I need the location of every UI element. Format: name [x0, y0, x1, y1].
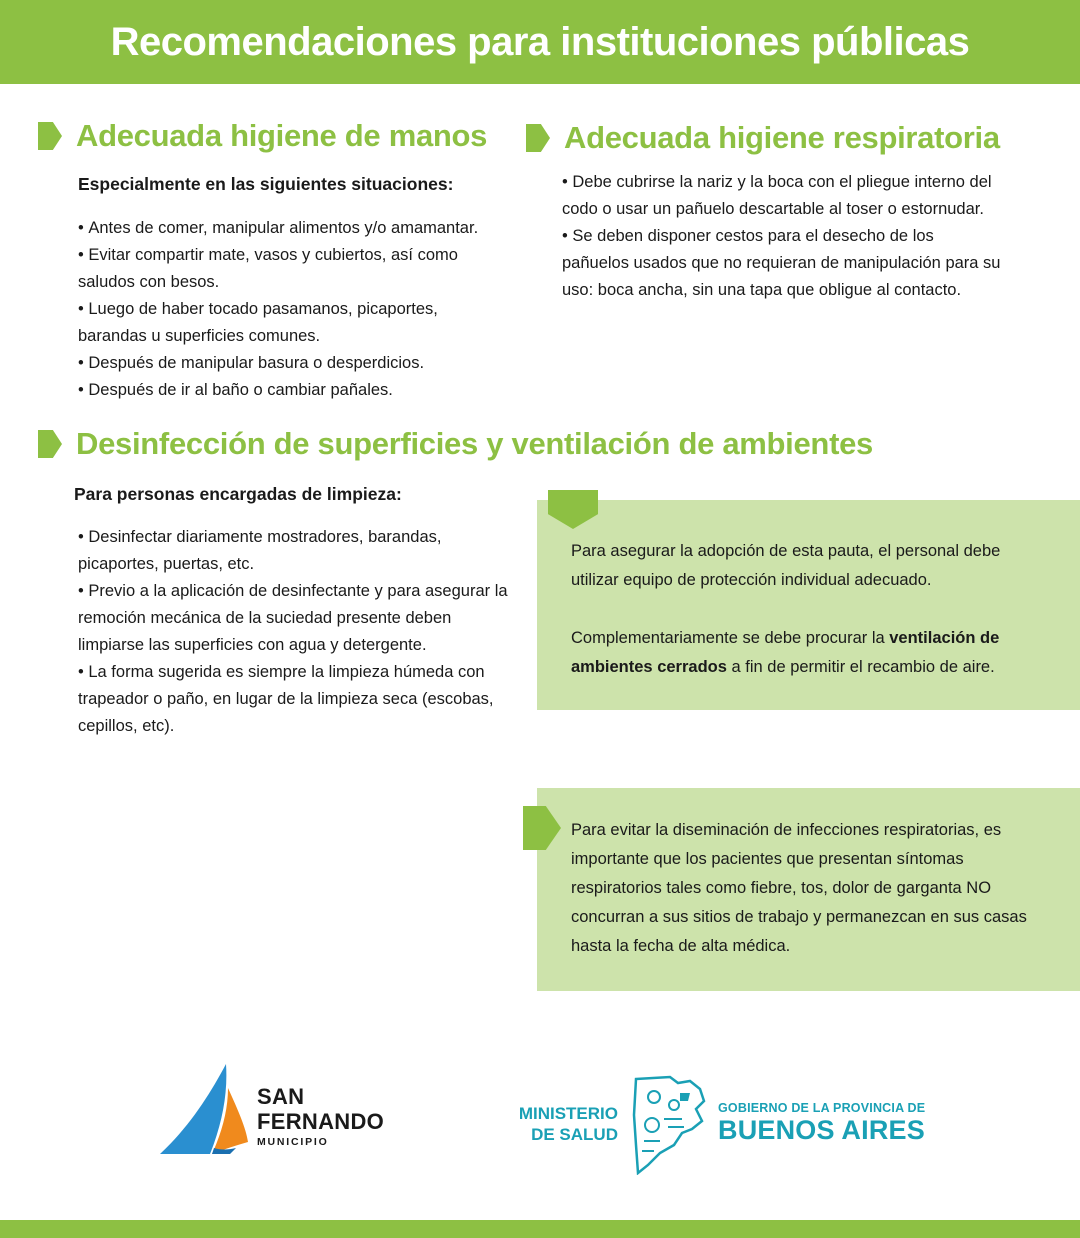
page-title: Recomendaciones para instituciones públicas — [110, 19, 970, 64]
san-fernando-wordmark — [257, 1084, 384, 1148]
buenos-aires-logo — [508, 1075, 928, 1175]
respiratory-section-title — [526, 120, 1000, 156]
list-item: • Luego de haber tocado pasamanos, picaportes, barandas u superficies comunes. — [78, 296, 508, 350]
list-item: • Debe cubrirse la nariz y la boca con el pliegue interno del codo o usar un pañuelo descartable al toser o estornudar. — [562, 169, 1002, 223]
list-item: • Desinfectar diariamente mostradores, barandas, picaportes, puertas, etc. — [78, 524, 508, 578]
ms-line-1: MINISTERIO — [518, 1104, 618, 1123]
ventilation-paragraph — [571, 624, 1041, 682]
ventilation-text-end: a fin de permitir el recambio de aire. — [726, 658, 995, 676]
arrow-marker-icon — [526, 124, 550, 152]
list-item: • Previo a la aplicación de desinfectante y para asegurar la remoción mecánica de la suciedad presente deben limpiarse las superficies con agua y detergente. — [78, 578, 508, 659]
sailboat-icon — [160, 1064, 252, 1158]
list-item: • Después de manipular basura o desperdicios. — [78, 350, 508, 377]
list-item: • Evitar compartir mate, vasos y cubiertos, así como saludos con besos. — [78, 242, 508, 296]
info-box-ppe-text — [571, 537, 1041, 682]
disinfection-subtitle: Para personas encargadas de limpieza: — [74, 484, 402, 504]
list-item: • Se deben disponer cestos para el desecho de los pañuelos usados que no requieran de manipulación para su uso: boca ancha, sin una tapa que obligue al contacto. — [562, 223, 1002, 304]
province-map-icon — [630, 1075, 710, 1175]
ppe-paragraph: Para asegurar la adopción de esta pauta, el personal debe utilizar equipo de protección individual adecuado. — [571, 542, 1001, 589]
ventilation-text-start: Complementariamente se debe procurar la — [571, 629, 890, 647]
ba-line-2: BUENOS AIRES — [718, 1115, 925, 1145]
gobierno-wordmark — [718, 1101, 925, 1145]
list-item: • La forma sugerida es siempre la limpieza húmeda con trapeador o paño, en lugar de la limpieza seca (escobas, cepillos, etc). — [78, 659, 508, 740]
info-box-symptoms-text: Para evitar la diseminación de infecciones respiratorias, es importante que los pacientes que presentan síntomas respiratorios tales como fiebre, tos, dolor de garganta NO concurran a sus sitios de trabajo y permanezcan en sus casas hasta la fecha de alta médica. — [571, 821, 1027, 955]
header-banner — [0, 0, 1080, 84]
hands-section-title — [38, 118, 487, 154]
respiratory-list — [562, 169, 1002, 304]
disinfection-list — [78, 524, 508, 740]
sf-line-1: SAN — [257, 1084, 305, 1109]
ventilation-emphasis: ventilación de ambientes cerrados — [571, 629, 1000, 676]
respiratory-title-text: Adecuada higiene respiratoria — [564, 120, 1000, 155]
list-item: • Antes de comer, manipular alimentos y/o amamantar. — [78, 215, 508, 242]
sf-line-3: MUNICIPIO — [257, 1136, 329, 1148]
arrow-marker-icon — [38, 122, 62, 150]
san-fernando-logo — [160, 1064, 400, 1158]
hands-list — [78, 215, 508, 404]
arrow-marker-icon — [38, 430, 62, 458]
ms-line-2: DE SALUD — [531, 1125, 618, 1144]
disinfection-section-title — [38, 426, 873, 462]
hands-title-text: Adecuada higiene de manos — [76, 118, 488, 153]
footer-bar — [0, 1220, 1080, 1238]
hands-subtitle: Especialmente en las siguientes situaciones: — [78, 174, 454, 194]
ministerio-wordmark — [508, 1103, 618, 1145]
ba-line-1: GOBIERNO DE LA PROVINCIA DE — [718, 1101, 926, 1115]
list-item: • Después de ir al baño o cambiar pañales. — [78, 377, 508, 404]
sf-line-2: FERNANDO — [257, 1109, 385, 1134]
disinfection-title-text: Desinfección de superficies y ventilación de ambientes — [76, 426, 873, 461]
